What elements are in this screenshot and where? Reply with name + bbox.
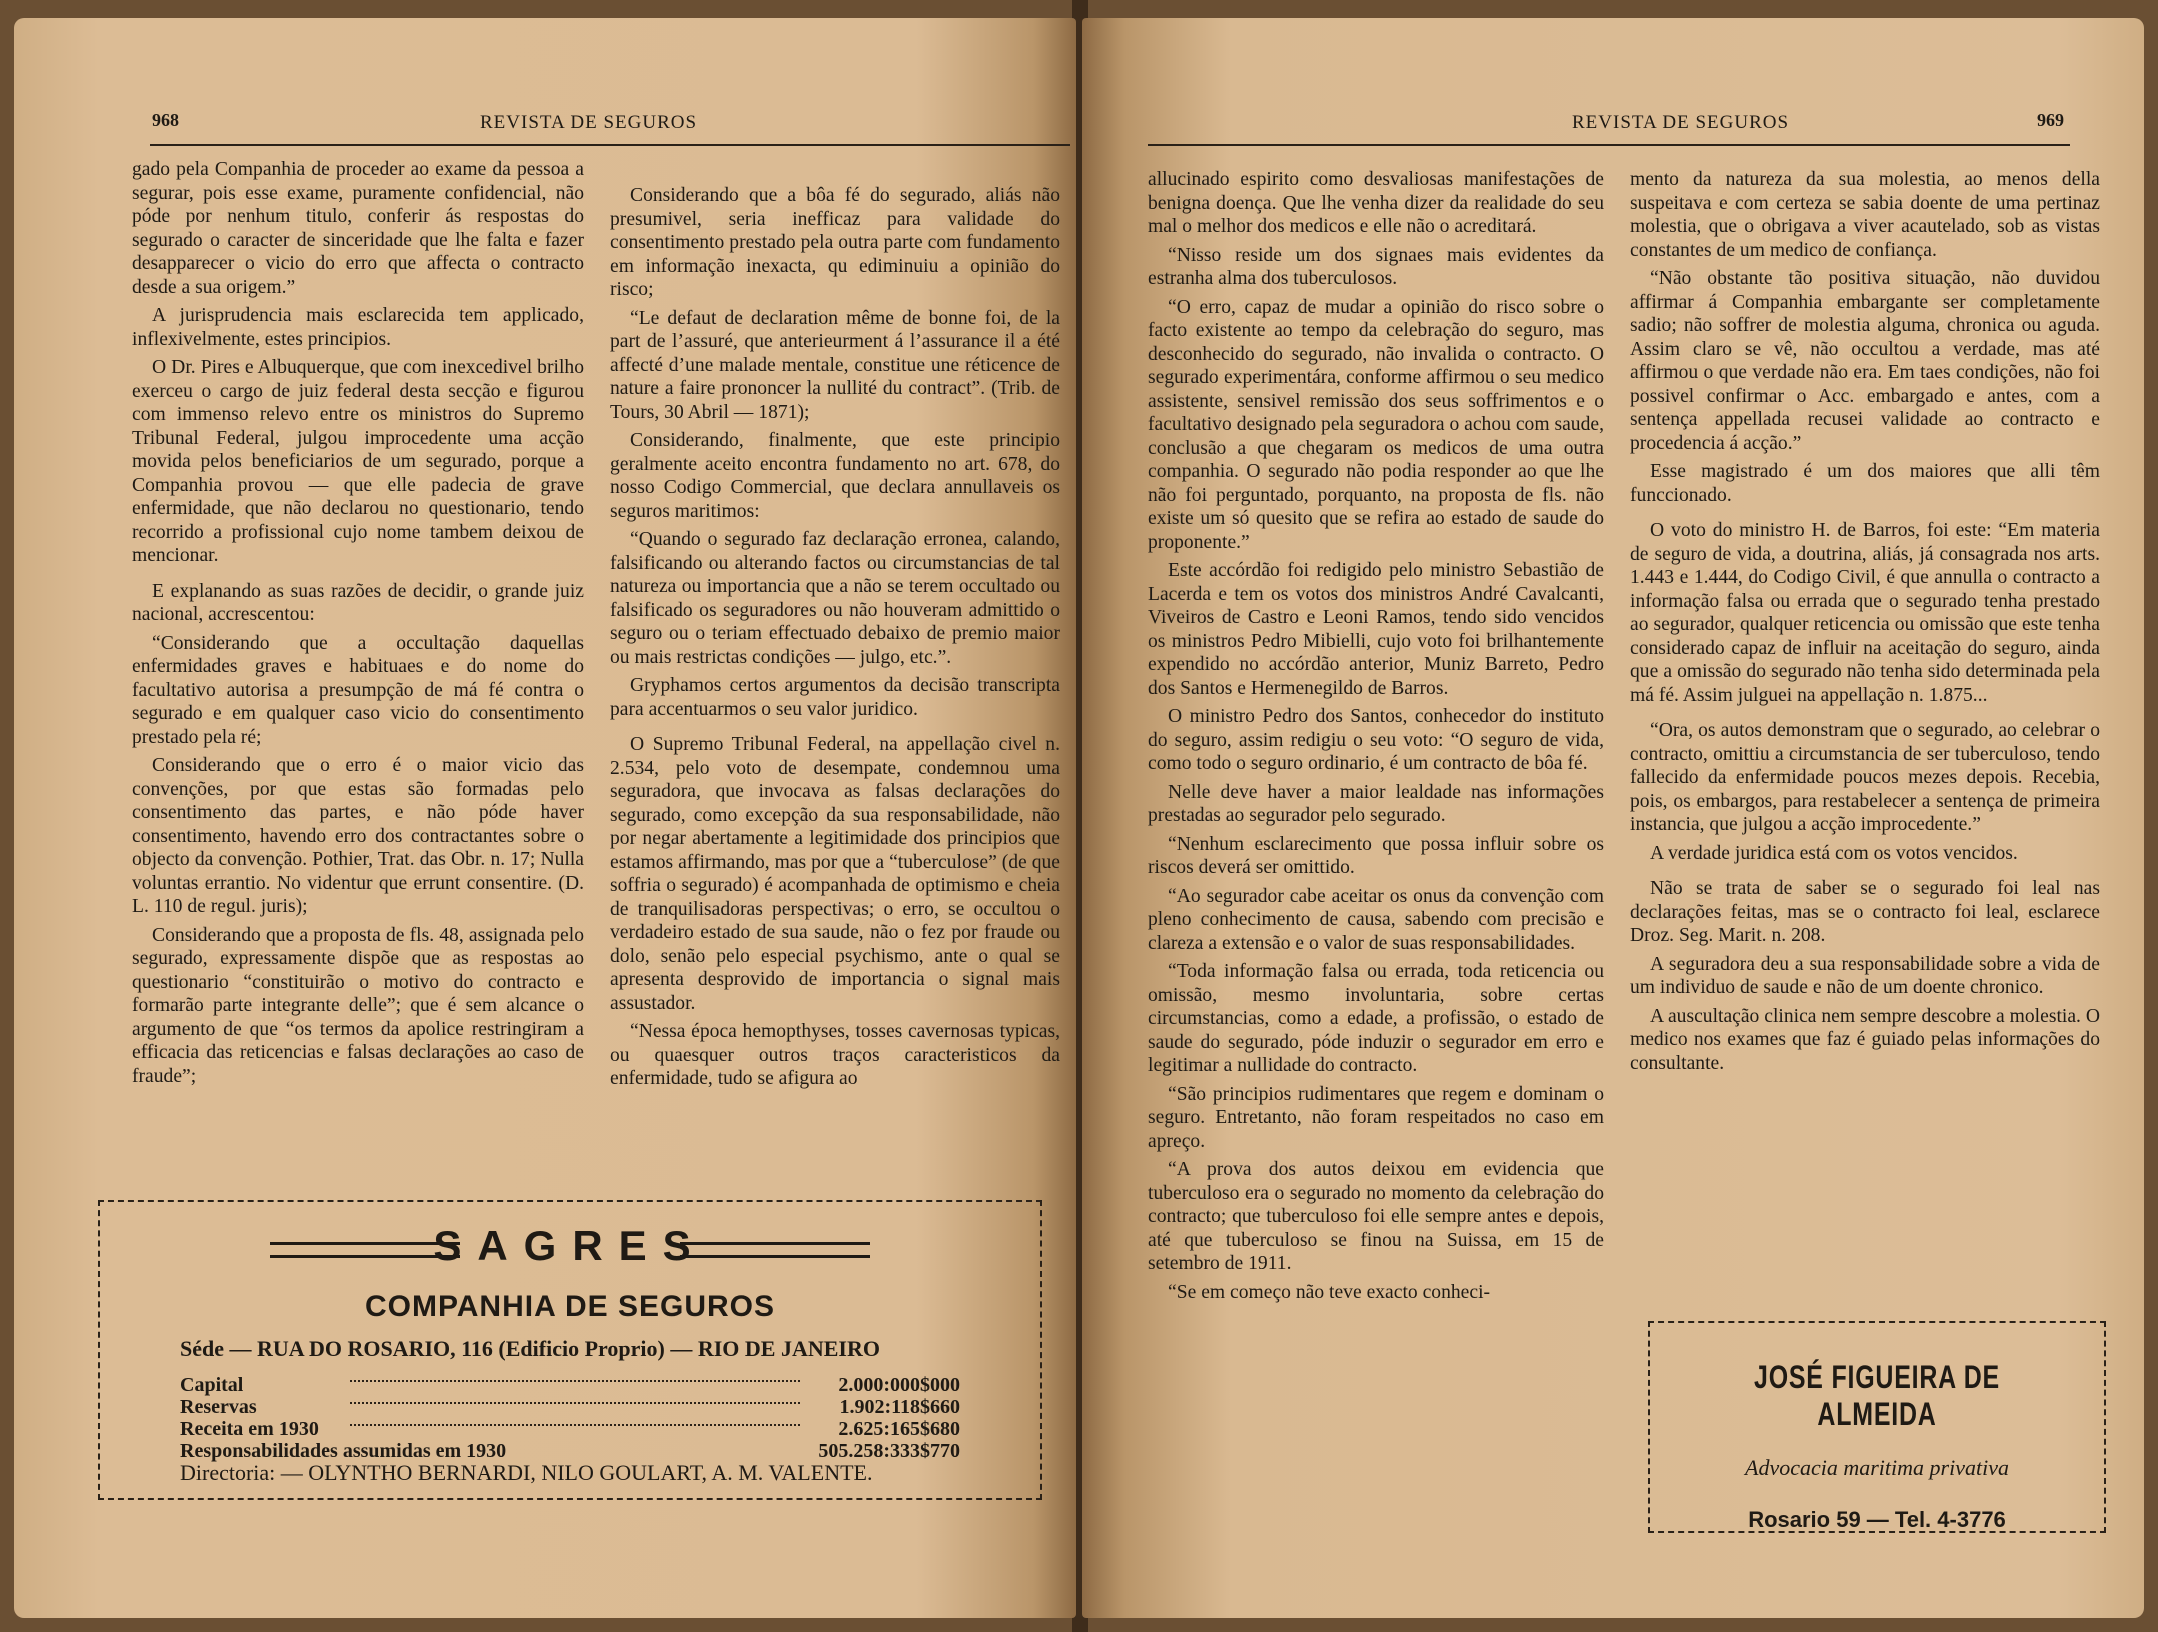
paragraph: “Le defaut de declaration même de bonne foi, de la part de l’assuré, que anterieurment á l’assurance il a été affecté d’une malade mentale, constitue une réticence de nature a faire prononcer la nullité du contract”. (Trib. de Tours, 30 Abril — 1871); bbox=[610, 307, 1060, 423]
ad-lawyer-name: JOSÉ FIGUEIRA DE ALMEIDA bbox=[1754, 1359, 2000, 1432]
paragraph: O voto do ministro H. de Barros, foi este: “Em materia de seguro de vida, a doutrina, aliás, já consagrada nos arts. 1.443 e 1.444, do Codigo Civil, é que annulla o contracto a informação falsa ou errada que o segurado tenha prestado ao segurador, qualquer reticencia ou omissão que este tenha considerado capaz de influir na aceitação do seguro, ainda que a omissão do segurado não tenha sido determinada pela má fé. Assim julguei na appellação n. 1.875... bbox=[1630, 520, 2100, 706]
ad-row-label: Capital bbox=[180, 1374, 244, 1396]
right-column-1 bbox=[1148, 168, 1604, 1309]
ad-row-label: Receita em 1930 bbox=[180, 1418, 319, 1440]
paragraph: A auscultação clinica nem sempre descobre a molestia. O medico nos exames que faz é guiado pelas informações do consultante. bbox=[1630, 1005, 2100, 1074]
paragraph: allucinado espirito como desvaliosas manifestações de benigna doença. Que lhe venha dizer da realidade do seu mal o melhor dos medicos e elle não o acreditará. bbox=[1148, 169, 1604, 237]
sagres-advertisement bbox=[98, 1200, 1042, 1500]
paragraph: “Não obstante tão positiva situação, não duvidou affirmar á Companhia embargante ser completamente sadio; não soffrer de molestia alguma, chronica ou aguda. Assim claro se vê, não occultou a verdade, mas até affirmou o que verdade não era. Em taes condições, não foi possivel confirmar o Acc. embargado e antes, com a sentença appellada recusei validade ao contracto e procedencia á acção.” bbox=[1630, 268, 2100, 454]
ad-row-value: 2.000:000$000 bbox=[838, 1374, 960, 1396]
paragraph: Nelle deve haver a maior lealdade nas informações prestadas ao segurador pelo segurado. bbox=[1148, 781, 1604, 826]
paragraph: O Dr. Pires e Albuquerque, que com inexcedivel brilho exerceu o cargo de juiz federal desta secção e figurou com immenso relevo entre os ministros do Supremo Tribunal Federal, julgou improcedente uma acção movida pelos beneficiarios de um segurado, porque a Companhia provou — que elle padecia de grave enfermidade, que não declarou no questionario, tendo recorrido a profissional cujo nome tambem deixou de mencionar. bbox=[132, 357, 584, 566]
paragraph: Gryphamos certos argumentos da decisão transcripta para accentuarmos o seu valor juridico. bbox=[610, 675, 1060, 720]
paragraph: “São principios rudimentares que regem e dominam o seguro. Entretanto, não foram respeitados no caso em apreço. bbox=[1148, 1083, 1604, 1152]
dot-leader bbox=[350, 1424, 800, 1426]
paragraph: “A prova dos autos deixou em evidencia que tuberculoso era o segurado no momento da celebração do contracto; que tuberculoso foi elle sempre antes e depois, até que tuberculoso se finou na Suissa, em 15 de setembro de 1911. bbox=[1148, 1159, 1604, 1274]
paragraph: A jurisprudencia mais esclarecida tem applicado, inflexivelmente, estes principios. bbox=[132, 305, 584, 350]
ad-lawyer-contact: Rosario 59 — Tel. 4-3776 bbox=[1748, 1507, 2006, 1532]
paragraph: O Supremo Tribunal Federal, na appellação civel n. 2.534, pelo voto de desempate, condemnou uma seguradora, que invocava as falsas declarações do segurado, como excepção da sua responsabilidade, não por negar abertamente a legitimidade dos principios que estamos affirmando, mas por que a “tuberculose” (de que soffria o segurado) é acompanhada de optimismo e cheia de tranquilisadoras perspectivas; o erro, se occultou o verdadeiro estado de sua saude, não o fez por fraude ou dolo, senão pelo especial psychismo, ante o qual se apresenta desprovido de importancia o signal mais assustador. bbox=[610, 734, 1060, 1014]
ad-row bbox=[180, 1418, 960, 1441]
right-page-header bbox=[1148, 104, 2070, 146]
right-running-title: REVISTA DE SEGUROS bbox=[1572, 112, 1790, 133]
ad-subtitle: COMPANHIA DE SEGUROS bbox=[364, 1290, 776, 1323]
right-page bbox=[1082, 18, 2144, 1618]
paragraph: Considerando que o erro é o maior vicio das convenções, por que estas são formadas pelo consentimento das partes, e não póde haver consentimento, havendo erro dos contractantes sobre o objecto da convenção. Pothier, Trat. das Obr. n. 17; Nulla voluntas errantio. No videntur que errunt consentire. (D. L. 110 de regul. juris); bbox=[132, 755, 584, 917]
paragraph: Considerando que a bôa fé do segurado, aliás não presumivel, seria inefficaz para validade do consentimento prestado pela outra parte com fundamento em informação inexacta, qu ediminuiu a opinião do risco; bbox=[610, 185, 1060, 300]
paragraph: Considerando, finalmente, que este principio geralmente aceito encontra fundamento no art. 678, do nosso Codigo Commercial, que declara annullaveis os seguros maritimos: bbox=[610, 430, 1060, 522]
ad-brand: SAGRES bbox=[433, 1222, 707, 1269]
paragraph: A verdade juridica está com os votos vencidos. bbox=[1650, 842, 2018, 864]
paragraph: E explanando as suas razões de decidir, o grande juiz nacional, accrescentou: bbox=[132, 580, 584, 625]
ad-directors: Directoria: — OLYNTHO BERNARDI, NILO GOULART, A. M. VALENTE. bbox=[180, 1460, 873, 1485]
paragraph: “Quando o segurado faz declaração erronea, calando, falsificando ou alterando factos ou circumstancias de tal natureza ou importancia que a não se terem occultado ou falsificado os seguradores ou não houveram admittido o seguro ou o teriam effectuado debaixo de premio maior ou mais restrictas condições — julgo, etc.”. bbox=[610, 529, 1060, 668]
left-page-number: 968 bbox=[152, 110, 179, 130]
ad-row bbox=[180, 1374, 960, 1397]
paragraph: “Considerando que a occultação daquellas enfermidades graves e habituaes e do nome do facultativo autorisa a presumpção de má fé contra o segurado e em qualquer caso vicio do consentimento prestado pela ré; bbox=[132, 632, 584, 748]
paragraph: gado pela Companhia de proceder ao exame da pessoa a segurar, pois esse exame, puramente confidencial, não póde por nenhum titulo, conferir ás respostas do segurado o caracter de sinceridade que lhe falta e fazer desapparecer o vicio do erro que affecta o contracto desde a sua origem.” bbox=[132, 159, 584, 298]
paragraph: Esse magistrado é um dos maiores que alli têm funccionado. bbox=[1630, 461, 2100, 506]
paragraph: “Nisso reside um dos signaes mais evidentes da estranha alma dos tuberculosos. bbox=[1148, 244, 1604, 289]
left-page bbox=[14, 18, 1076, 1618]
paragraph: O ministro Pedro dos Santos, conhecedor do instituto do seguro, assim redigiu o seu voto: “O seguro de vida, como todo o seguro ordinario, é um contracto de bôa fé. bbox=[1148, 706, 1604, 774]
paragraph: “Se em começo não teve exacto conheci- bbox=[1168, 1281, 1491, 1303]
right-page-number: 969 bbox=[2037, 110, 2064, 130]
left-running-title: REVISTA DE SEGUROS bbox=[480, 112, 698, 133]
left-column-2 bbox=[610, 184, 1060, 1096]
dot-leader bbox=[350, 1402, 800, 1404]
paragraph: “Ora, os autos demonstram que o segurado, ao celebrar o contracto, omittiu a circumstancia de ser tuberculoso, tendo fallecido da enfermidade poucos mezes depois. Recebia, pois, os embargos, para restabelecer a sentença de primeira instancia, que julgou a acção improcedente.” bbox=[1630, 720, 2100, 835]
left-page-header bbox=[150, 104, 1070, 146]
ad-lawyer-description: Advocacia maritima privativa bbox=[1745, 1455, 2009, 1480]
paragraph: A seguradora deu a sua responsabilidade sobre a vida de um individuo de saude e não de um doente chronico. bbox=[1630, 953, 2100, 998]
paragraph: mento da natureza da sua molestia, ao menos della suspeitava e com certeza se sabia doente de uma pertinaz molestia, que o obrigava a viver acautelado, sob as vistas constantes de um medico de confiança. bbox=[1630, 169, 2100, 261]
paragraph: “Ao segurador cabe aceitar os onus da convenção com pleno conhecimento de causa, sabendo com precisão e clareza a extensão e o valor de suas responsabilidades. bbox=[1148, 885, 1604, 954]
paragraph: Não se trata de saber se o segurado foi leal nas declarações feitas, mas se o contracto foi leal, esclarece Droz. Seg. Marit. n. 208. bbox=[1630, 878, 2100, 946]
left-column-1 bbox=[132, 158, 584, 1093]
paragraph: “Toda informação falsa ou errada, toda reticencia ou omissão, mesmo involuntaria, sobre certas circumstancias, como a edade, a profissão, o estado de saude do segurado, póde induzir o segurador em erro e legitimar a nullidade do contracto. bbox=[1148, 961, 1604, 1076]
dot-leader bbox=[350, 1380, 800, 1382]
paragraph: Este accórdão foi redigido pelo ministro Sebastião de Lacerda e tem os votos dos ministros André Cavalcanti, Viveiros de Castro e Leoni Ramos, tendo sido vencidos os ministros Pedro Mibielli, cujo voto foi brilhantemente expendido no accórdão anterior, Muniz Barreto, Pedro dos Santos e Hermenegildo de Barros. bbox=[1148, 560, 1604, 699]
paragraph: “Nenhum esclarecimento que possa influir sobre os riscos deverá ser omittido. bbox=[1148, 833, 1604, 878]
ad-row-value: 2.625:165$680 bbox=[838, 1418, 960, 1440]
ad-address: Séde — RUA DO ROSARIO, 116 (Edificio Proprio) — RIO DE JANEIRO bbox=[180, 1336, 880, 1361]
ad-row-label: Reservas bbox=[180, 1396, 257, 1418]
ad-row-label: Responsabilidades assumidas em 1930 bbox=[180, 1440, 507, 1462]
ad-row-value: 1.902:118$660 bbox=[839, 1396, 960, 1418]
paragraph: Considerando que a proposta de fls. 48, assignada pelo segurado, expressamente dispõe que as respostas ao questionario “constituirão o motivo do contracto e formarão parte integrante delle”; que é sem alcance o argumento de que “os termos da apolice restringiram a efficacia das reticencias e falsas declarações ao caso de fraude”; bbox=[132, 924, 584, 1087]
ad-row-value: 505.258:333$770 bbox=[818, 1440, 960, 1462]
paragraph: “O erro, capaz de mudar a opinião do risco sobre o facto existente ao tempo da celebração do seguro, mas desconhecido do segurado, não invalida o contracto. O segurado experimentára, conforme affirmou o seu medico assistente, sensivel remissão dos seus soffrimentos e o facultativo designado pela seguradora o achou com saude, conclusão a que chegaram os medicos de uma outra companhia. O segurado não podia responder ao que lhe não foi perguntado, porquanto, na proposta de fls. não existe um só quesito que se refira ao estado de saude do proponente.” bbox=[1148, 296, 1604, 553]
lawyer-advertisement bbox=[1648, 1321, 2106, 1533]
paragraph: “Nessa época hemopthyses, tosses cavernosas typicas, ou quaesquer outros traços caracteristicos da enfermidade, tudo se afigura ao bbox=[610, 1021, 1060, 1089]
right-column-2 bbox=[1630, 168, 2100, 1080]
ad-row bbox=[180, 1396, 960, 1419]
